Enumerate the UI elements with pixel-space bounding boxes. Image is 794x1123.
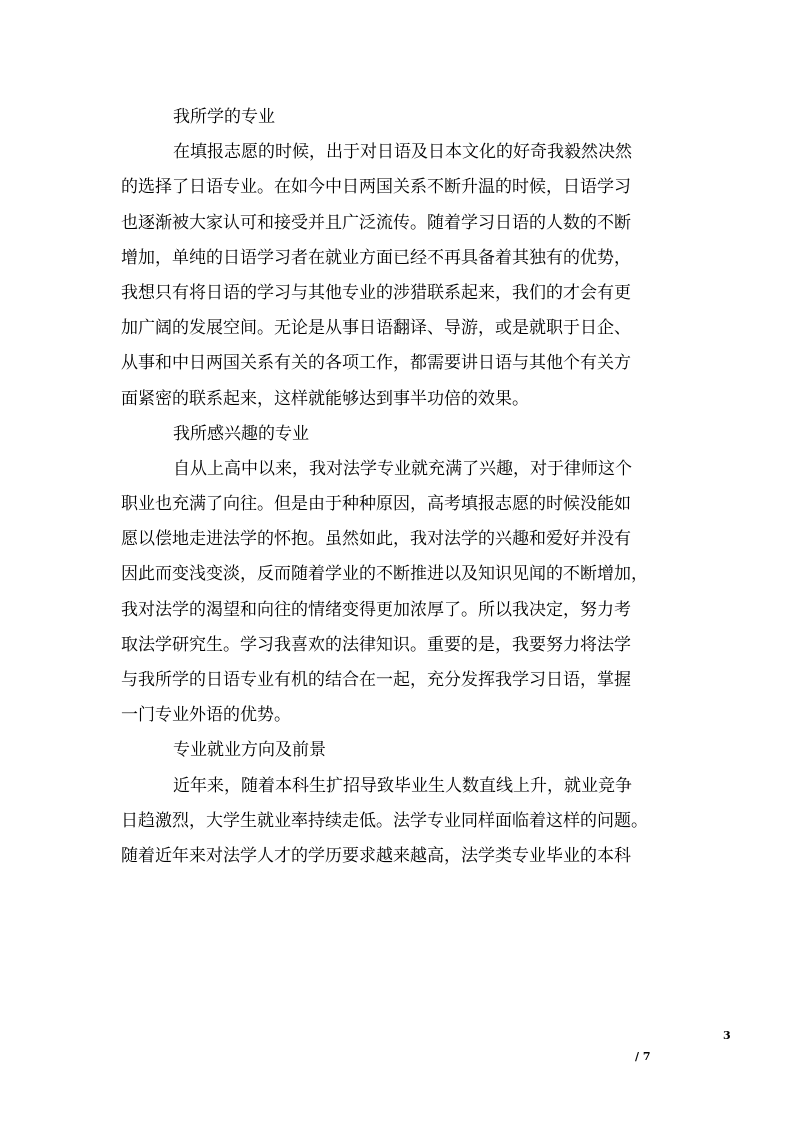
page-number: 3 [723,1029,731,1042]
paragraph-line: 随着近年来对法学人才的学历要求越来越高，法学类专业毕业的本科 [121,845,631,866]
paragraph-line: 在填报志愿的时候，出于对日语及日本文化的好奇我毅然决然 [173,142,632,163]
paragraph-line: 日趋激烈，大学生就业率持续走低。法学专业同样面临着这样的问题。 [121,810,648,831]
paragraph-line: 自从上高中以来，我对法学专业就充满了兴趣，对于律师这个 [173,458,632,479]
paragraph-line: 愿以偿地走进法学的怀抱。虽然如此，我对法学的兴趣和爱好并没有 [121,529,631,550]
paragraph-line: 面紧密的联系起来，这样就能够达到事半功倍的效果。 [121,388,529,409]
paragraph-line: 与我所学的日语专业有机的结合在一起，充分发挥我学习日语，掌握 [121,670,631,690]
paragraph-line: 我想只有将日语的学习与其他专业的涉猎联系起来，我们的才会有更 [121,282,631,303]
section-heading-my-major: 我所学的专业 [173,107,275,127]
paragraph-line: 也逐渐被大家认可和接受并且广泛流传。随着学习日语的人数的不断 [121,212,631,233]
page-total: / 7 [635,1050,651,1063]
paragraph-line: 从事和中日两国关系有关的各项工作，都需要讲日语与其他个有关方 [121,353,631,374]
paragraph-line: 职业也充满了向往。但是由于种种原因，高考填报志愿的时候没能如 [121,494,631,515]
document-body [121,100,681,874]
paragraph-line: 一门专业外语的优势。 [121,705,291,726]
paragraph-line: 取法学研究生。学习我喜欢的法律知识。重要的是，我要努力将法学 [121,634,631,655]
paragraph-line: 的选择了日语专业。在如今中日两国关系不断升温的时候，日语学习 [121,177,631,198]
paragraph-line: 我对法学的渴望和向往的情绪变得更加浓厚了。所以我决定，努力考 [121,599,631,620]
section-heading-career-prospects: 专业就业方向及前景 [173,740,326,761]
paragraph-line: 加广阔的发展空间。无论是从事日语翻译、导游，或是就职于日企、 [121,318,631,339]
paragraph-line: 增加，单纯的日语学习者在就业方面已经不再具备着其独有的优势， [121,247,631,268]
paragraph-line: 近年来，随着本科生扩招导致毕业生人数直线上升，就业竞争 [173,775,632,796]
section-heading-interested-major: 我所感兴趣的专业 [173,423,309,444]
paragraph-line: 因此而变浅变淡，反而随着学业的不断推进以及知识见闻的不断增加， [121,564,648,585]
